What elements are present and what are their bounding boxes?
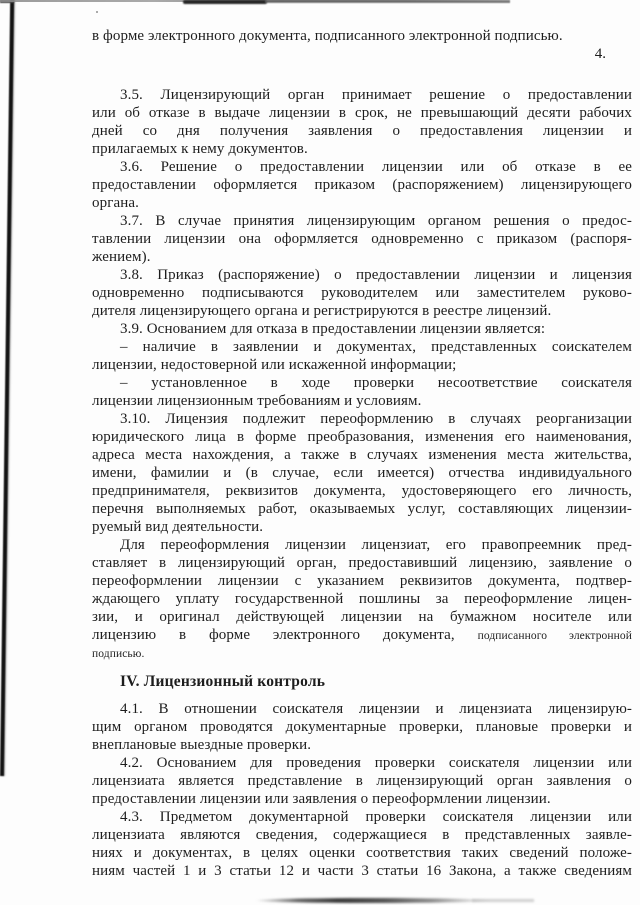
text-line: юридического лица в форме преобразования, изменения его наименования, xyxy=(92,429,632,445)
text-line: щим органом проводятся документарные проверки, плановые проверки и xyxy=(92,719,632,735)
text-line: – установленное в ходе проверки несоответствие соискателя xyxy=(120,375,632,391)
section-heading: IV. Лицензионный контроль xyxy=(120,673,326,690)
text-line: предпринимателя, реквизитов документа, удостоверяющего его личность, xyxy=(92,483,632,499)
text-line: предоставлении лицензии или заявления о переоформлении лицензии. xyxy=(92,791,551,807)
text-line: дителя лицензирующего органа и регистрируются в реестре лицензий. xyxy=(92,303,552,319)
text-run: лицензию в форме электронного документа, xyxy=(92,627,478,643)
text-line: 3.9. Основанием для отказа в предоставлении лицензии является: xyxy=(120,321,546,337)
text-line: переоформлении лицензии с указанием реквизитов документа, подтвер- xyxy=(92,573,632,589)
paragraph xyxy=(92,212,632,266)
text-line: лицензиата являются сведения, содержащиеся в представленных заявле- xyxy=(92,827,632,843)
text-line: адреса места нахождения, а также в случаях изменения места жительства, xyxy=(92,447,632,463)
paragraph xyxy=(92,410,632,536)
scan-artifact-bottom-smudge-2 xyxy=(472,899,534,902)
paragraph xyxy=(92,320,632,338)
text-line: 4.1. В отношении соискателя лицензии и лицензиата лицензирую- xyxy=(120,701,632,717)
text-line: лицензии лицензионным требованиям и условиям. xyxy=(92,393,422,409)
paragraph xyxy=(92,536,632,662)
text-line: одновременно подписываются руководителем или заместителем руково- xyxy=(92,285,632,301)
text-line: 3.7. В случае принятия лицензирующим органом решения о предос- xyxy=(120,213,632,229)
text-line: ниям частей 1 и 3 статьи 12 и части 3 статьи 16 Закона, а также сведениям xyxy=(92,863,632,879)
paragraph xyxy=(92,754,632,808)
paragraph xyxy=(92,808,632,880)
text-line xyxy=(92,626,632,644)
page-number: 4. xyxy=(594,46,606,62)
small-text-run: подписанного электронной xyxy=(477,630,632,642)
paragraph xyxy=(92,338,632,374)
text-line: 3.8. Приказ (распоряжение) о предоставлении лицензии и лицензия xyxy=(120,267,632,283)
text-line: прилагаемых к нему документов. xyxy=(92,141,308,157)
text-line: руемый вид деятельности. xyxy=(92,519,264,535)
scan-artifact-corner-mark xyxy=(0,0,14,3)
text-line: лицензиата является представление в лицензирующий орган заявления о xyxy=(92,773,632,789)
scan-artifact-bottom-smudge xyxy=(255,898,490,903)
text-line: органа. xyxy=(92,195,139,211)
scan-artifact-left-edge-line xyxy=(0,0,14,776)
text-line: жением). xyxy=(92,249,151,265)
text-line: в форме электронного документа, подписанного электронной подписью. xyxy=(92,28,563,44)
text-line: ждающего уплату государственной пошлины за переоформление лицен- xyxy=(92,591,632,607)
text-line: внеплановые выездные проверки. xyxy=(92,737,312,753)
small-text-run: подписью. xyxy=(92,648,145,660)
text-column xyxy=(92,27,632,880)
paragraph xyxy=(92,86,632,158)
text-line: ставляет в лицензирующий орган, предоставивший лицензию, заявление о xyxy=(92,555,632,571)
text-line: лицензии, недостоверной или искаженной информации; xyxy=(92,357,457,373)
text-line: 3.5. Лицензирующий орган принимает решение о предоставлении xyxy=(120,87,632,103)
paragraph xyxy=(92,266,632,320)
paragraph xyxy=(92,158,632,212)
text-line: ниях и документах, в целях оценки соответствия таких сведений положе- xyxy=(92,845,632,861)
text-line: дней со дня получения заявления о предоставления лицензии и xyxy=(92,123,632,139)
paragraph xyxy=(92,374,632,410)
scan-artifact-top-blob xyxy=(183,0,267,4)
scan-artifact-top-streak xyxy=(265,0,510,3)
text-line: 3.6. Решение о предоставлении лицензии или об отказе в ее xyxy=(120,159,632,175)
scan-artifact-speck xyxy=(96,11,98,13)
text-line: имени, фамилии и (в случае, если имеется) отчества индивидуального xyxy=(92,465,632,481)
text-line: или об отказе в выдаче лицензии в срок, не превышающий десяти рабочих xyxy=(92,105,632,121)
text-line: 3.10. Лицензия подлежит переоформлению в случаях реорганизации xyxy=(120,411,632,427)
text-line: зии, и оригинал действующей лицензии на бумажном носителе или xyxy=(92,609,632,625)
text-line: 4.2. Основанием для проведения проверки соискателя лицензии или xyxy=(120,755,632,771)
text-line: Для переоформления лицензии лицензиат, его правопреемник пред- xyxy=(120,537,632,553)
scan-artifact-top-edge xyxy=(0,0,512,2)
text-line xyxy=(92,644,632,662)
text-line: предоставлении оформляется приказом (распоряжением) лицензирующего xyxy=(92,177,632,193)
carryover-paragraph xyxy=(92,27,632,45)
text-line: 4.3. Предметом документарной проверки соискателя лицензии или xyxy=(120,809,632,825)
text-line: – наличие в заявлении и документах, представленных соискателем xyxy=(120,339,632,355)
text-line: перечня выполняемых работ, оказываемых услуг, составляющих лицензии- xyxy=(92,501,632,517)
text-line: тавлении лицензии она оформляется одновременно с приказом (распоря- xyxy=(92,231,632,247)
paragraph xyxy=(92,700,632,754)
